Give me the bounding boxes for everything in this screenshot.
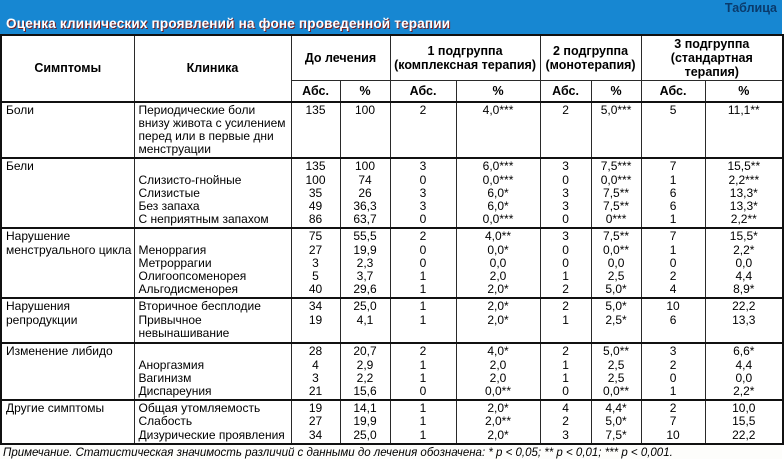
header-group-line2: (монотерапия) bbox=[545, 58, 636, 72]
symptom-label: Бели bbox=[6, 159, 34, 174]
cell-value: 25,0 bbox=[353, 299, 377, 314]
symptom-label: Нарушение менструального цикла bbox=[6, 229, 132, 257]
cell-value: 135 bbox=[305, 159, 326, 174]
cell-value: 3 bbox=[419, 185, 427, 200]
percent-cell bbox=[456, 343, 540, 400]
cell-value: 100 bbox=[305, 172, 326, 187]
cell-value: 100 bbox=[354, 159, 376, 174]
cell-value: 75 bbox=[308, 229, 323, 244]
abs-cell bbox=[390, 400, 456, 444]
cell-value: 0*** bbox=[605, 212, 627, 227]
table-row bbox=[1, 343, 783, 400]
percent-cell bbox=[456, 298, 540, 343]
cell-value: 2,0 bbox=[489, 357, 507, 372]
clinic-label: Общая утомляемость bbox=[138, 401, 261, 416]
clinic-label bbox=[139, 345, 289, 358]
cell-value: 0,0** bbox=[603, 383, 630, 398]
cell-value: 1 bbox=[419, 282, 427, 297]
header-group-line1: 1 подгруппа bbox=[427, 44, 503, 58]
abs-cell bbox=[641, 158, 705, 228]
cell-value: 3 bbox=[562, 427, 569, 442]
cell-value: 36,3 bbox=[353, 198, 377, 213]
table-row bbox=[1, 158, 783, 228]
cell-value: 15,5* bbox=[729, 229, 758, 244]
symptom-cell bbox=[1, 102, 134, 159]
cell-value: 1 bbox=[669, 242, 677, 257]
cell-value: 2 bbox=[419, 344, 427, 359]
cell-value: 10,0 bbox=[732, 401, 756, 416]
abs-cell bbox=[291, 102, 340, 159]
abs-cell bbox=[390, 343, 456, 400]
cell-value: 2 bbox=[562, 414, 569, 429]
cell-value: 7 bbox=[669, 414, 677, 429]
clinic-label: Аноргазмия bbox=[138, 357, 205, 372]
cell-value: 2 bbox=[669, 357, 677, 372]
cell-value: 0 bbox=[562, 255, 569, 270]
percent-cell bbox=[705, 400, 783, 444]
percent-cell bbox=[456, 228, 540, 298]
cell-value: 13,3 bbox=[732, 312, 756, 327]
clinic-cell bbox=[134, 400, 291, 444]
percent-cell bbox=[705, 102, 783, 159]
cell-value: 2,5 bbox=[607, 268, 625, 283]
percent-cell bbox=[456, 158, 540, 228]
cell-value: 0,0*** bbox=[482, 212, 514, 227]
clinic-label bbox=[139, 230, 289, 243]
percent-cell bbox=[340, 343, 390, 400]
cell-value: 3 bbox=[562, 185, 569, 200]
cell-value: 10 bbox=[666, 427, 680, 442]
cell-value: 8,9* bbox=[733, 282, 755, 297]
table-body bbox=[1, 102, 783, 444]
clinic-label: Привычное невынашивание bbox=[138, 312, 230, 340]
cell-value: 7 bbox=[669, 159, 677, 174]
clinic-cell bbox=[134, 343, 291, 400]
cell-value: 1 bbox=[562, 268, 569, 283]
abs-cell bbox=[540, 102, 591, 159]
cell-value: 7,5** bbox=[603, 229, 630, 244]
cell-value: 4,4* bbox=[605, 401, 627, 416]
cell-value: 14,1 bbox=[353, 401, 377, 416]
cell-value: 4,4 bbox=[735, 268, 753, 283]
percent-cell bbox=[591, 298, 641, 343]
cell-value: 7,5*** bbox=[600, 159, 632, 174]
cell-value: 5,0** bbox=[603, 344, 630, 359]
cell-value: 0 bbox=[669, 255, 677, 270]
table-header bbox=[1, 35, 783, 102]
abs-cell bbox=[291, 400, 340, 444]
cell-value: 55,5 bbox=[353, 229, 377, 244]
cell-value: 1 bbox=[669, 172, 677, 187]
cell-value: 2,0* bbox=[487, 282, 509, 297]
percent-cell bbox=[705, 158, 783, 228]
subheader-pct: % bbox=[456, 81, 540, 102]
cell-value: 0,0 bbox=[735, 255, 753, 270]
cell-value: 4 bbox=[669, 282, 677, 297]
table-row bbox=[1, 228, 783, 298]
cell-value: 34 bbox=[308, 427, 323, 442]
cell-value: 6,0* bbox=[487, 198, 509, 213]
table-row bbox=[1, 400, 783, 444]
cell-value: 0 bbox=[419, 383, 427, 398]
header-before-treatment bbox=[291, 35, 390, 81]
cell-value: 27 bbox=[308, 414, 323, 429]
cell-value: 28 bbox=[308, 344, 323, 359]
cell-value: 21 bbox=[308, 383, 323, 398]
header-subgroup-2 bbox=[540, 35, 641, 81]
cell-value: 35 bbox=[308, 185, 323, 200]
cell-value: 2,5* bbox=[605, 312, 627, 327]
abs-cell bbox=[390, 298, 456, 343]
symptom-label: Другие симптомы bbox=[6, 401, 105, 416]
cell-value: 2,0* bbox=[487, 299, 509, 314]
cell-value: 3 bbox=[669, 344, 677, 359]
header-group-line1: 2 подгруппа bbox=[553, 44, 629, 58]
header-subgroup-1 bbox=[390, 35, 540, 81]
percent-cell bbox=[591, 228, 641, 298]
table-corner-tag: Таблица bbox=[724, 1, 777, 15]
cell-value: 0 bbox=[419, 172, 427, 187]
abs-cell bbox=[641, 343, 705, 400]
cell-value: 1 bbox=[669, 212, 677, 227]
cell-value: 2,0** bbox=[485, 414, 512, 429]
cell-value: 7,5** bbox=[603, 198, 630, 213]
percent-cell bbox=[456, 400, 540, 444]
abs-cell bbox=[540, 158, 591, 228]
cell-value: 1 bbox=[419, 414, 427, 429]
percent-cell bbox=[591, 400, 641, 444]
cell-value: 25,0 bbox=[353, 427, 377, 442]
cell-value: 6,0*** bbox=[482, 159, 514, 174]
cell-value: 2,2** bbox=[730, 212, 757, 227]
header-symptoms: Симптомы bbox=[1, 35, 134, 102]
clinic-cell bbox=[134, 158, 291, 228]
abs-cell bbox=[390, 228, 456, 298]
cell-value: 2,0 bbox=[489, 268, 507, 283]
cell-value: 2 bbox=[419, 102, 427, 117]
cell-value: 0,0 bbox=[607, 255, 625, 270]
abs-cell bbox=[641, 228, 705, 298]
cell-value: 3,7 bbox=[356, 268, 374, 283]
cell-value: 0 bbox=[669, 370, 677, 385]
cell-value: 27 bbox=[308, 242, 323, 257]
percent-cell bbox=[705, 343, 783, 400]
abs-cell bbox=[291, 228, 340, 298]
symptom-label: Боли bbox=[6, 102, 34, 117]
cell-value: 1 bbox=[419, 401, 427, 416]
cell-value: 0,0 bbox=[735, 370, 753, 385]
cell-value: 13,3* bbox=[729, 198, 758, 213]
abs-cell bbox=[641, 102, 705, 159]
percent-cell bbox=[591, 102, 641, 159]
symptom-cell bbox=[1, 298, 134, 343]
cell-value: 0 bbox=[562, 172, 569, 187]
abs-cell bbox=[540, 298, 591, 343]
page-title: Оценка клинических проявлений на фоне проведенной терапии bbox=[6, 16, 451, 31]
clinic-cell bbox=[134, 102, 291, 159]
cell-value: 10 bbox=[666, 299, 680, 314]
cell-value: 7,5** bbox=[603, 185, 630, 200]
clinic-label: Слизисто-гнойные bbox=[138, 172, 242, 187]
cell-value: 0 bbox=[562, 212, 569, 227]
clinic-label: Дизурические проявления bbox=[138, 427, 285, 442]
symptom-label: Изменение либидо bbox=[6, 344, 113, 359]
cell-value: 26 bbox=[358, 185, 372, 200]
cell-value: 7,5* bbox=[605, 427, 627, 442]
cell-value: 2 bbox=[562, 299, 569, 314]
cell-value: 2,2 bbox=[356, 370, 374, 385]
abs-cell bbox=[291, 298, 340, 343]
cell-value: 100 bbox=[354, 102, 376, 117]
header-group-line1: 3 подгруппа bbox=[674, 37, 750, 51]
clinic-label: Меноррагия bbox=[138, 242, 207, 257]
clinic-label: Альгодисменорея bbox=[138, 282, 239, 297]
cell-value: 3 bbox=[562, 198, 569, 213]
cell-value: 2,2* bbox=[733, 242, 755, 257]
cell-value: 3 bbox=[312, 370, 319, 385]
abs-cell bbox=[291, 158, 340, 228]
cell-value: 2,0* bbox=[487, 427, 509, 442]
clinic-label: Метроррагии bbox=[138, 255, 212, 270]
cell-value: 0,0*** bbox=[600, 172, 632, 187]
table-row bbox=[1, 102, 783, 159]
percent-cell bbox=[340, 158, 390, 228]
percent-cell bbox=[705, 228, 783, 298]
cell-value: 19,9 bbox=[353, 242, 377, 257]
cell-value: 0,0** bbox=[603, 242, 630, 257]
cell-value: 1 bbox=[419, 299, 427, 314]
cell-value: 1 bbox=[562, 357, 569, 372]
percent-cell bbox=[591, 158, 641, 228]
cell-value: 0 bbox=[562, 242, 569, 257]
cell-value: 5,0* bbox=[605, 414, 627, 429]
cell-value: 6 bbox=[669, 185, 677, 200]
cell-value: 5,0* bbox=[605, 282, 627, 297]
cell-value: 19,9 bbox=[353, 414, 377, 429]
cell-value: 15,6 bbox=[353, 383, 377, 398]
table-footnote: Примечание. Статистическая значимость различий с данными до лечения обозначена: * p < 0,05; ** p < 0,01; *** p < 0,001. bbox=[0, 445, 782, 459]
abs-cell bbox=[540, 400, 591, 444]
cell-value: 0,0** bbox=[485, 383, 512, 398]
percent-cell bbox=[340, 228, 390, 298]
cell-value: 86 bbox=[308, 212, 323, 227]
cell-value: 0 bbox=[419, 212, 427, 227]
cell-value: 2 bbox=[562, 282, 569, 297]
percent-cell bbox=[705, 298, 783, 343]
percent-cell bbox=[591, 343, 641, 400]
cell-value: 13,3* bbox=[729, 185, 758, 200]
cell-value: 2,5 bbox=[607, 370, 625, 385]
cell-value: 1 bbox=[419, 268, 427, 283]
cell-value: 1 bbox=[419, 357, 427, 372]
percent-cell bbox=[340, 400, 390, 444]
abs-cell bbox=[540, 343, 591, 400]
abs-cell bbox=[390, 102, 456, 159]
cell-value: 3 bbox=[562, 229, 569, 244]
header-subgroup-3 bbox=[641, 35, 783, 81]
cell-value: 2 bbox=[669, 268, 677, 283]
cell-value: 29,6 bbox=[353, 282, 377, 297]
cell-value: 40 bbox=[308, 282, 323, 297]
cell-value: 4,1 bbox=[356, 312, 374, 327]
cell-value: 74 bbox=[358, 172, 372, 187]
cell-value: 4,0* bbox=[487, 344, 509, 359]
cell-value: 19 bbox=[308, 401, 323, 416]
cell-value: 5 bbox=[312, 268, 319, 283]
cell-value: 2,9 bbox=[356, 357, 374, 372]
clinic-label: Диспареуния bbox=[138, 383, 212, 398]
subheader-abs: Абс. bbox=[540, 81, 591, 102]
cell-value: 4,0** bbox=[485, 229, 512, 244]
cell-value: 63,7 bbox=[353, 212, 377, 227]
cell-value: 2 bbox=[562, 102, 569, 117]
header-clinic: Клиника bbox=[134, 35, 291, 102]
cell-value: 2,0 bbox=[489, 370, 507, 385]
cell-value: 2 bbox=[669, 401, 677, 416]
symptom-cell bbox=[1, 158, 134, 228]
cell-value: 3 bbox=[562, 159, 569, 174]
cell-value: 1 bbox=[419, 312, 427, 327]
cell-value: 1 bbox=[419, 370, 427, 385]
symptom-cell bbox=[1, 228, 134, 298]
cell-value: 5 bbox=[669, 102, 677, 117]
cell-value: 3 bbox=[419, 159, 427, 174]
abs-cell bbox=[641, 298, 705, 343]
subheader-pct: % bbox=[705, 81, 783, 102]
cell-value: 1 bbox=[562, 312, 569, 327]
header-group-line2: (стандартная терапия) bbox=[670, 51, 753, 79]
cell-value: 0 bbox=[419, 255, 427, 270]
cell-value: 0,0 bbox=[489, 255, 507, 270]
subheader-pct: % bbox=[591, 81, 641, 102]
cell-value: 4,0*** bbox=[482, 102, 514, 117]
cell-value: 5,0*** bbox=[600, 102, 632, 117]
cell-value: 1 bbox=[669, 383, 677, 398]
cell-value: 22,2 bbox=[732, 427, 756, 442]
cell-value: 2 bbox=[419, 229, 427, 244]
cell-value: 135 bbox=[305, 102, 326, 117]
cell-value: 2,2* bbox=[733, 383, 755, 398]
header-group-line1: До лечения bbox=[304, 51, 377, 65]
percent-cell bbox=[340, 298, 390, 343]
cell-value: 4 bbox=[562, 401, 569, 416]
cell-value: 11,1** bbox=[727, 102, 760, 117]
clinic-label: Периодические боли внизу живота с усилением перед или в первые дни менструации bbox=[138, 102, 286, 157]
subheader-abs: Абс. bbox=[390, 81, 456, 102]
cell-value: 0 bbox=[419, 242, 427, 257]
clinic-label: Олигоопсоменорея bbox=[138, 268, 247, 283]
percent-cell bbox=[456, 102, 540, 159]
subheader-abs: Абс. bbox=[641, 81, 705, 102]
cell-value: 22,2 bbox=[732, 299, 756, 314]
cell-value: 2 bbox=[562, 344, 569, 359]
cell-value: 6 bbox=[669, 312, 677, 327]
clinic-label: С неприятным запахом bbox=[138, 212, 269, 227]
cell-value: 0 bbox=[562, 383, 569, 398]
cell-value: 6,6* bbox=[733, 344, 755, 359]
abs-cell bbox=[291, 343, 340, 400]
subheader-abs: Абс. bbox=[291, 81, 340, 102]
cell-value: 20,7 bbox=[353, 344, 377, 359]
symptom-cell bbox=[1, 343, 134, 400]
cell-value: 7 bbox=[669, 229, 677, 244]
abs-cell bbox=[540, 228, 591, 298]
abs-cell bbox=[390, 158, 456, 228]
clinical-results-table bbox=[0, 34, 784, 445]
symptom-label: Нарушения репродукции bbox=[6, 299, 78, 327]
cell-value: 3 bbox=[312, 255, 319, 270]
symptom-cell bbox=[1, 400, 134, 444]
clinic-label: Вторичное бесплодие bbox=[138, 299, 261, 314]
cell-value: 19 bbox=[308, 312, 323, 327]
cell-value: 4 bbox=[312, 357, 319, 372]
cell-value: 2,0* bbox=[487, 401, 509, 416]
cell-value: 6 bbox=[669, 198, 677, 213]
cell-value: 2,3 bbox=[356, 255, 374, 270]
cell-value: 1 bbox=[419, 427, 427, 442]
clinic-cell bbox=[134, 228, 291, 298]
percent-cell bbox=[340, 102, 390, 159]
cell-value: 49 bbox=[308, 198, 323, 213]
cell-value: 15,5 bbox=[732, 414, 756, 429]
table-row bbox=[1, 298, 783, 343]
cell-value: 4,4 bbox=[735, 357, 753, 372]
cell-value: 2,2*** bbox=[728, 172, 760, 187]
cell-value: 0,0*** bbox=[482, 172, 514, 187]
cell-value: 15,5** bbox=[727, 159, 761, 174]
cell-value: 3 bbox=[419, 198, 427, 213]
cell-value: 34 bbox=[308, 299, 323, 314]
clinic-label: Вагинизм bbox=[138, 370, 192, 385]
cell-value: 1 bbox=[562, 370, 569, 385]
subheader-pct: % bbox=[340, 81, 390, 102]
cell-value: 5,0* bbox=[605, 299, 627, 314]
clinic-label: Слизистые bbox=[138, 185, 200, 200]
clinic-label bbox=[139, 160, 289, 173]
clinic-cell bbox=[134, 298, 291, 343]
abs-cell bbox=[641, 400, 705, 444]
cell-value: 0,0* bbox=[487, 242, 509, 257]
clinic-label: Без запаха bbox=[138, 198, 200, 213]
title-band bbox=[0, 0, 782, 34]
cell-value: 6,0* bbox=[487, 185, 509, 200]
cell-value: 2,0* bbox=[487, 312, 509, 327]
header-group-line2: (комплексная терапия) bbox=[394, 58, 536, 72]
clinic-label: Слабость bbox=[138, 414, 193, 429]
cell-value: 2,5 bbox=[607, 357, 625, 372]
